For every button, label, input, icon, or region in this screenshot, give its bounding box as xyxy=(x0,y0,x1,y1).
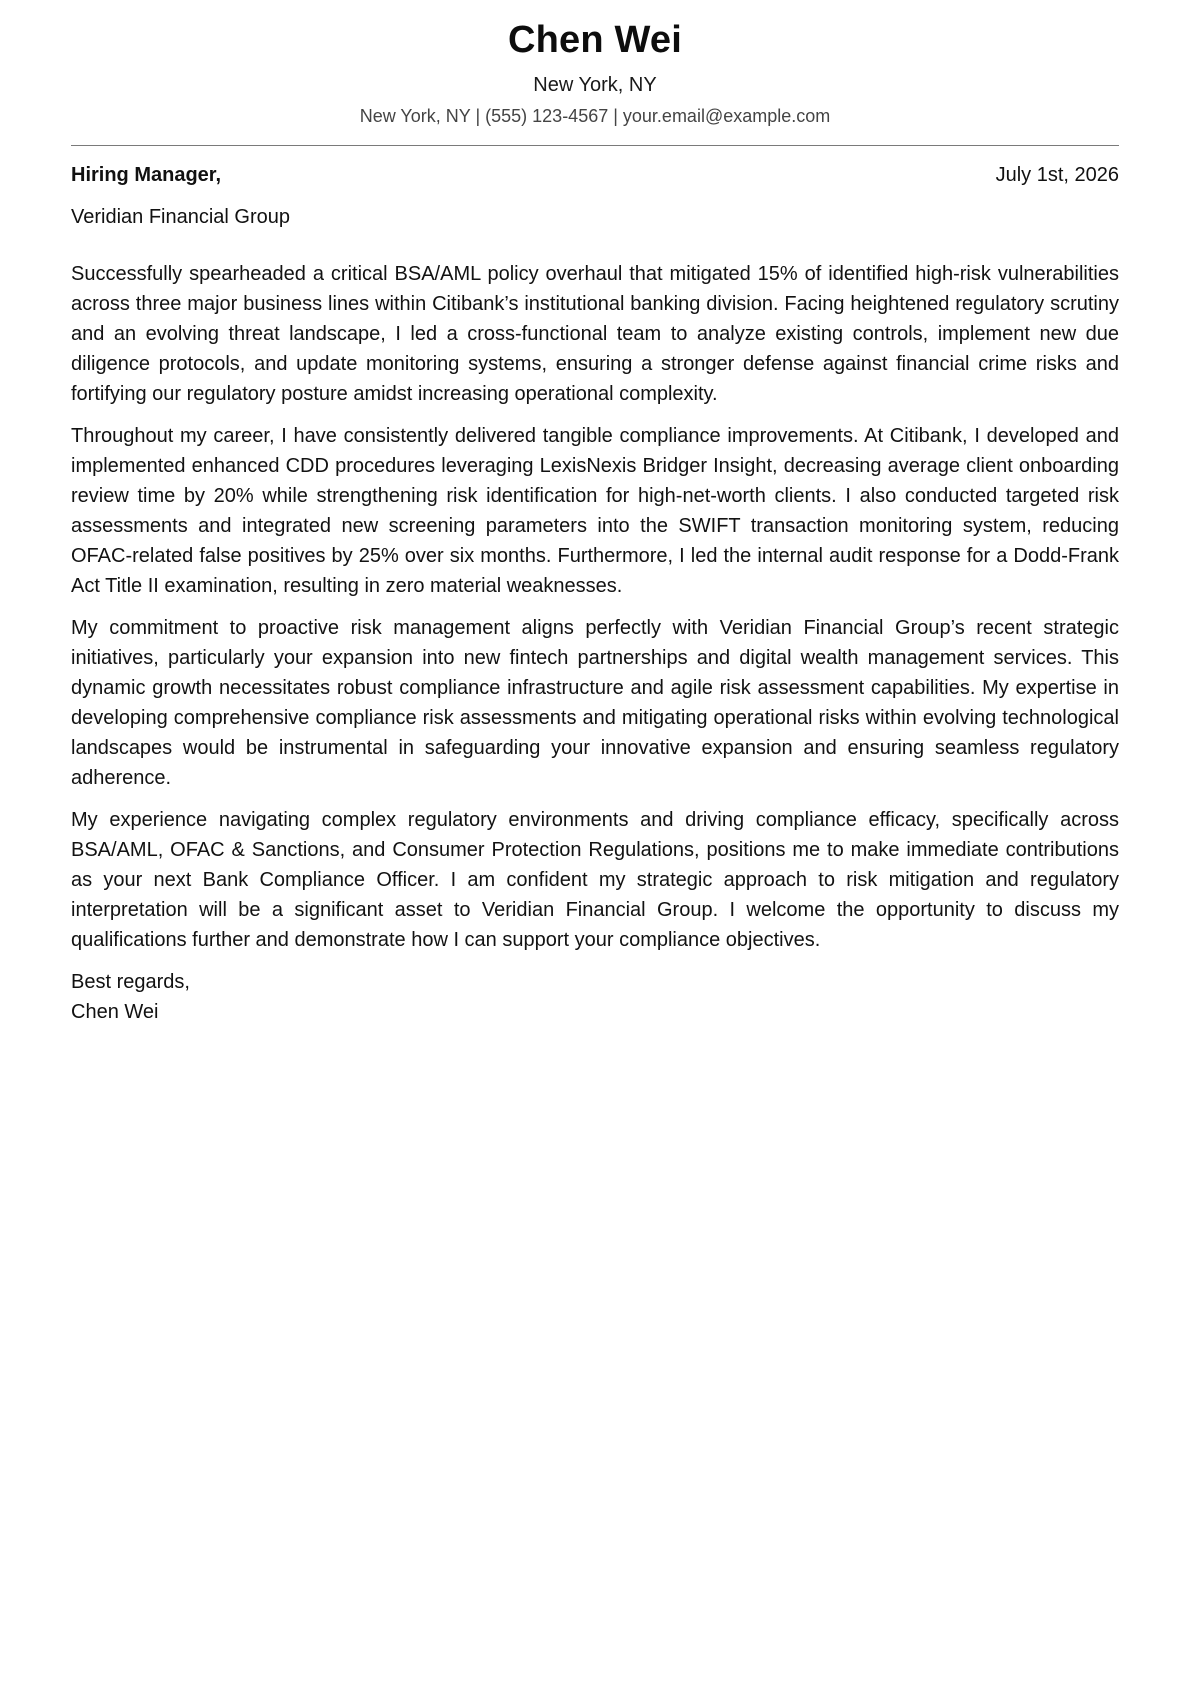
closing-sign-off: Best regards, xyxy=(71,971,190,993)
sender-location: New York, NY xyxy=(533,74,657,96)
body-paragraph: My experience navigating complex regulatory environments and driving compliance efficacy, specifically across BSA/AML, OFAC & Sanctions, and Consumer Protection Regulations, positions me to make immediate contributions as your next Bank Compliance Officer. I am confident my strategic approach to risk mitigation and regulatory interpretation will be a significant asset to Veridian Financial Group. I welcome the opportunity to discuss my qualifications further and demonstrate how I can support your compliance objectives. xyxy=(71,809,1119,951)
recipient-row xyxy=(71,162,1119,188)
header-divider xyxy=(71,145,1119,146)
body-paragraph: My commitment to proactive risk management aligns perfectly with Veridian Financial Group’s recent strategic initiatives, particularly your expansion into new fintech partnerships and digital wealth management services. This dynamic growth necessitates robust compliance infrastructure and agile risk assessment capabilities. My expertise in developing comprehensive compliance risk assessments and mitigating operational risks within evolving technological landscapes would be instrumental in safeguarding your innovative expansion and ensuring seamless regulatory adherence. xyxy=(71,617,1119,789)
closing-signature: Chen Wei xyxy=(71,1001,159,1023)
letter-closing xyxy=(71,967,1119,1027)
letter-header xyxy=(71,0,1119,128)
letter-date: July 1st, 2026 xyxy=(995,164,1119,186)
body-paragraph: Throughout my career, I have consistently delivered tangible compliance improvements. At Citibank, I developed and implemented enhanced CDD procedures leveraging LexisNexis Bridger Insight, decreasing average client onboarding review time by 20% while strengthening risk identification for high-net-worth clients. I also conducted targeted risk assessments and integrated new screening parameters into the SWIFT transaction monitoring system, reducing OFAC-related false positives by 25% over six months. Furthermore, I led the internal audit response for a Dodd-Frank Act Title II examination, resulting in zero material weaknesses. xyxy=(71,425,1119,597)
letter-body xyxy=(71,259,1119,955)
recipient-salutation: Hiring Manager, xyxy=(71,164,222,186)
recipient-company: Veridian Financial Group xyxy=(71,206,291,228)
body-paragraph: Successfully spearheaded a critical BSA/AML policy overhaul that mitigated 15% of identified high-risk vulnerabilities across three major business lines within Citibank’s institutional banking division. Facing heightened regulatory scrutiny and an evolving threat landscape, I led a cross-functional team to analyze existing controls, implement new due diligence protocols, and update monitoring systems, ensuring a stronger defense against financial crime risks and fortifying our regulatory posture amidst increasing operational complexity. xyxy=(71,263,1119,405)
sender-name: Chen Wei xyxy=(507,19,683,61)
sender-contact-line: New York, NY | (555) 123-4567 | your.email@example.com xyxy=(359,106,831,126)
